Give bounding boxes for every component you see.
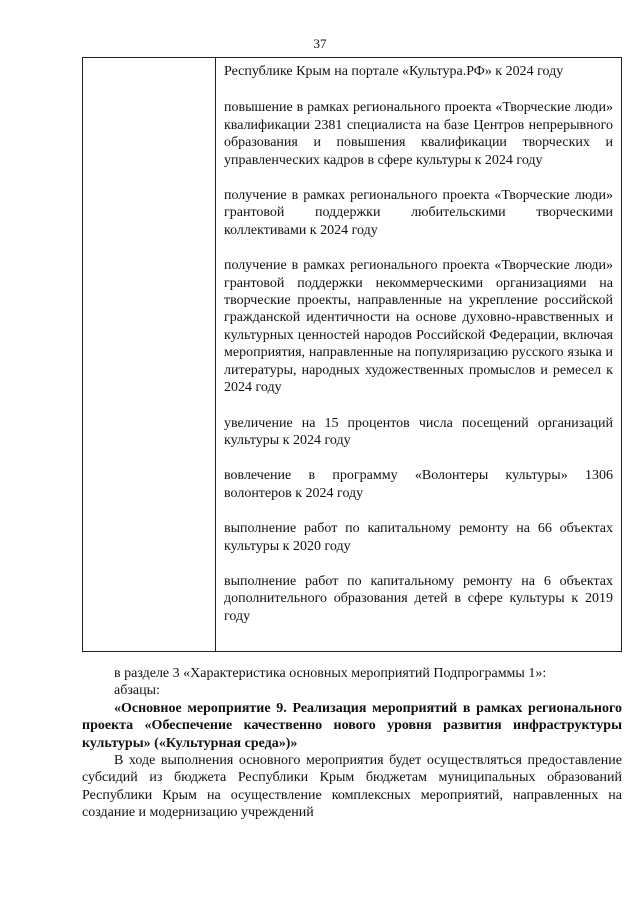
- section-reference: в разделе 3 «Характеристика основных мероприятий Подпрограммы 1»:: [114, 666, 547, 681]
- table-right-column: [216, 58, 621, 651]
- table-left-column: [83, 58, 216, 651]
- indicators-table: [82, 57, 622, 652]
- table-paragraph: выполнение работ по капитальному ремонту на 66 объектах культуры к 2020 году: [224, 521, 613, 554]
- table-paragraph: вовлечение в программу «Волонтеры культуры» 1306 волонтеров к 2024 году: [224, 468, 613, 501]
- body-paragraph: В ходе выполнения основного мероприятия будет осуществляться предоставление субсидий из бюджета Республики Крым бюджетам муниципальных образований Республики Крым на осуществление комплексных мероприятий, направленных на создание и модернизацию учреждений: [82, 753, 622, 821]
- page-number: 37: [313, 36, 327, 51]
- measure-heading: «Основное мероприятие 9. Реализация мероприятий в рамках регионального проекта «Обеспечение качественно нового уровня развития инфраструктуры культуры» («Культурная среда»)»: [82, 700, 622, 751]
- table-paragraph: выполнение работ по капитальному ремонту на 6 объектах дополнительного образования детей в сфере культуры к 2019 году: [224, 573, 613, 624]
- document-body: [82, 665, 622, 822]
- table-paragraph: получение в рамках регионального проекта «Творческие люди» грантовой поддержки некоммерческими организациями на творческие проекты, направленные на укрепление российской гражданской идентичности на основе духовно-нравственных и культурных ценностей народов Российской Федерации, включая мероприятия, направленные на популяризацию русского языка и литературы, народных художественных промыслов и ремесел к 2024 году: [224, 258, 613, 396]
- table-paragraph: Республике Крым на портале «Культура.РФ» к 2024 году: [224, 64, 564, 79]
- table-paragraph: увеличение на 15 процентов числа посещений организаций культуры к 2024 году: [224, 415, 613, 448]
- table-paragraph: повышение в рамках регионального проекта «Творческие люди» квалификации 2381 специалиста на базе Центров непрерывного образования и повышения квалификации творческих и управленческих кадров в сфере культуры к 2024 году: [224, 100, 613, 168]
- paragraphs-label: абзацы:: [114, 683, 160, 699]
- table-paragraph: получение в рамках регионального проекта «Творческие люди» грантовой поддержки любительскими творческими коллективами к 2024 году: [224, 188, 613, 238]
